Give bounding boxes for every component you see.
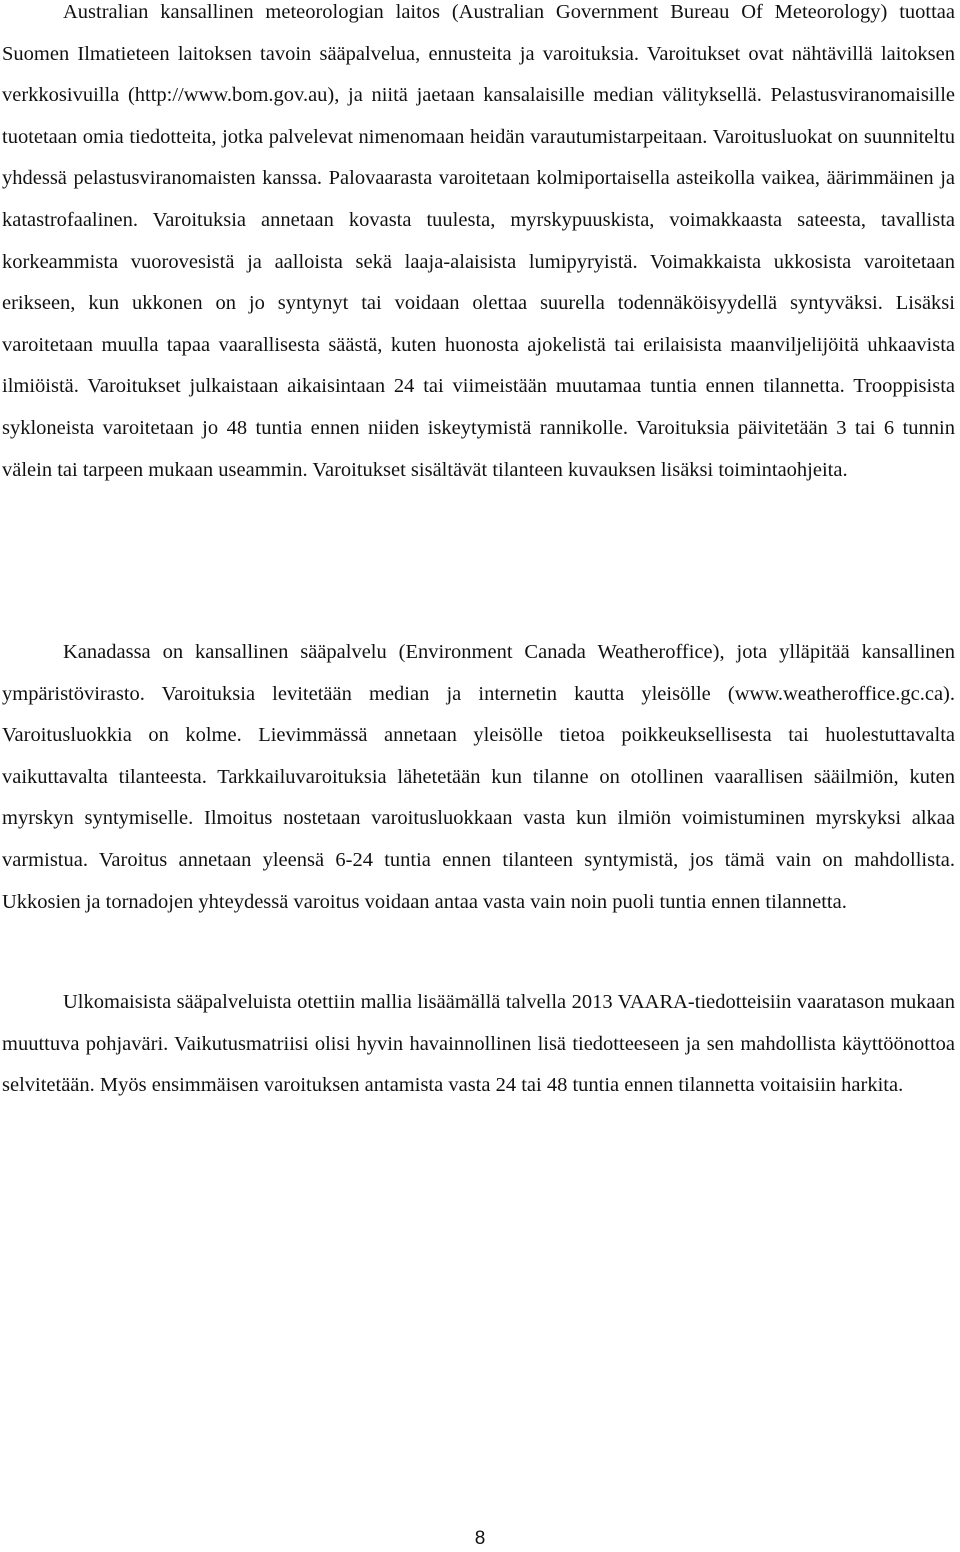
paragraph-australia: Australian kansallinen meteorologian laitos (Australian Government Bureau Of Meteorology) tuottaa Suomen Ilmatieteen laitoksen tavoin sääpalvelua, ennusteita ja varoituksia. Varoitukset ovat nähtävillä laitoksen verkkosivuilla (http://www.bom.gov.au), ja niitä jaetaan kansalaisille median välityksellä. Pelastusviranomaisille tuotetaan omia tiedotteita, jotka palvelevat nimenomaan heidän varautumistarpeitaan. Varoitusluokat on suunniteltu yhdessä pelastusviranomaisten kanssa. Palovaarasta varoitetaan kolmiportaisella asteikolla vaikea, äärimmäinen ja katastrofaalinen. Varoituksia annetaan kovasta tuulesta, myrskypuuskista, voimakkaasta sateesta, tavallista korkeammista vuorovesistä ja aalloista sekä laaja-alaisista lumipyryistä. Voimakkaista ukkosista varoitetaan erikseen, kun ukkonen on jo syntynyt tai voidaan olettaa suurella todennäköisyydellä syntyväksi. Lisäksi varoitetaan muulla tapaa vaarallisesta säästä, kuten huonosta ajokelistä tai erilaisista maanviljelijöitä uhkaavista ilmiöistä. Varoitukset julkaistaan aikaisintaan 24 tai viimeistään muutamaa tuntia ennen tilannetta. Trooppisista sykloneista varoitetaan jo 48 tuntia ennen niiden iskeytymistä rannikolle. Varoituksia päivitetään 3 tai 6 tunnin välein tai tarpeen mukaan useammin. Varoitukset sisältävät tilanteen kuvauksen lisäksi toimintaohjeita. <box>2 1 955 481</box>
paragraph-canada: Kanadassa on kansallinen sääpalvelu (Environment Canada Weatheroffice), jota ylläpitää kansallinen ympäristövirasto. Varoituksia levitetään median ja internetin kautta yleisölle (www.weatheroffice.gc.ca). Varoitusluokkia on kolme. Lievimmässä annetaan yleisölle tietoa poikkeuksellisesta tai huolestuttavalta vaikuttavalta tilanteesta. Tarkkailuvaroituksia lähetetään kun tilanne on otollinen vaarallisen sääilmiön, kuten myrskyn syntymiselle. Ilmoitus nostetaan varoitusluokkaan vasta kun ilmiön voimistuminen myrskyksi alkaa varmistua. Varoitus annetaan yleensä 6-24 tuntia ennen tilanteen syntymistä, jos tämä vain on mahdollista. Ukkosien ja tornadojen yhteydessä varoitus voidaan antaa vasta vain noin puoli tuntia ennen tilannetta. <box>2 641 955 913</box>
paragraph-foreign-services: Ulkomaisista sääpalveluista otettiin mallia lisäämällä talvella 2013 VAARA-tiedotteisiin vaaratason mukaan muuttuva pohjaväri. Vaikutusmatriisi olisi hyvin havainnollinen lisä tiedotteeseen ja sen mahdollista käyttöönottoa selvitetään. Myös ensimmäisen varoituksen antamista vasta 24 tai 48 tuntia ennen tilannetta voitaisiin harkita. <box>2 991 955 1097</box>
page-number: 8 <box>474 1528 486 1549</box>
